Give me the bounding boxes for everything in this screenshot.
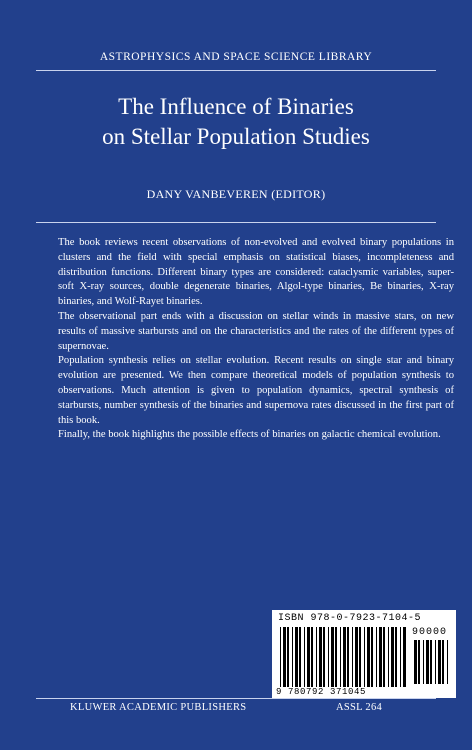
barcode-bar	[423, 640, 424, 684]
barcode-bar	[400, 627, 401, 687]
barcode-bar	[328, 627, 329, 687]
barcode-bar	[359, 627, 361, 687]
barcode-bar	[403, 627, 406, 687]
barcode-bar	[295, 627, 298, 687]
barcode-bar	[299, 627, 301, 687]
barcode-bar	[316, 627, 317, 687]
barcode-bar	[331, 627, 334, 687]
rule-bottom	[36, 698, 436, 699]
barcode-bar	[347, 627, 349, 687]
barcode-bar	[395, 627, 397, 687]
barcode-bar	[352, 627, 353, 687]
publisher-name: KLUWER ACADEMIC PUBLISHERS	[70, 702, 247, 713]
title-line-2: on Stellar Population Studies	[102, 124, 370, 149]
barcode-bar	[379, 627, 382, 687]
barcode-bar	[364, 627, 365, 687]
book-title	[0, 92, 472, 152]
barcode-bar	[391, 627, 394, 687]
barcode-bar	[335, 627, 337, 687]
series-title: ASTROPHYSICS AND SPACE SCIENCE LIBRARY	[99, 51, 373, 63]
barcode-bar	[438, 640, 441, 684]
isbn-label: ISBN 978-0-7923-7104-5	[278, 613, 422, 624]
barcode-bar	[319, 627, 322, 687]
abstract-paragraph: The book reviews recent observations of non-evolved and evolved binary populations in clusters and the field with special emphasis on statistical biases, incompleteness and distribution functions. Different binary types are considered: cataclysmic variables, super-soft X-ray sources, double degenerate binaries, Algol-type binaries, Be binaries, X-ray binaries, and Wolf-Rayet binaries.	[58, 237, 454, 308]
series-number: ASSL 264	[336, 702, 383, 713]
barcode	[272, 610, 456, 698]
addon-barcode-bars	[414, 640, 450, 684]
barcode-digits: 9 780792 371045	[276, 687, 367, 697]
barcode-bar	[280, 627, 281, 687]
barcode-bar	[323, 627, 325, 687]
barcode-bar	[447, 640, 448, 684]
barcode-bar	[388, 627, 389, 687]
abstract	[58, 236, 454, 443]
barcode-bar	[304, 627, 305, 687]
barcode-bar	[414, 640, 417, 684]
title-line-1: The Influence of Binaries	[118, 94, 354, 119]
barcode-bar	[311, 627, 313, 687]
barcode-bar	[355, 627, 358, 687]
abstract-paragraph: The observational part ends with a discussion on stellar winds in massive stars, on new results of massive starbursts and on the characteristics and the rates of the different types of supernovae.	[58, 310, 454, 352]
abstract-paragraph: Population synthesis relies on stellar evolution. Recent results on single star and binary evolution are presented. We then compare theoretical models of population synthesis to observations. Much attention is given to population dynamics, spectral synthesis of starbursts, number synthesis of the binaries and supernova rates discussed in the first part of this book.	[58, 355, 454, 426]
rule-middle	[36, 222, 436, 223]
barcode-bar	[287, 627, 289, 687]
barcode-bar	[418, 640, 420, 684]
barcode-bar	[383, 627, 385, 687]
barcode-bars	[280, 627, 406, 687]
barcode-bar	[371, 627, 373, 687]
abstract-paragraph: Finally, the book highlights the possible effects of binaries on galactic chemical evolution.	[58, 429, 441, 441]
editor-name: DANY VANBEVEREN (EDITOR)	[146, 187, 326, 201]
barcode-bar	[307, 627, 310, 687]
barcode-bar	[442, 640, 444, 684]
barcode-bar	[426, 640, 429, 684]
barcode-bar	[367, 627, 370, 687]
addon-digits: 90000	[412, 627, 448, 638]
rule-top	[36, 70, 436, 71]
barcode-bar	[435, 640, 436, 684]
barcode-bar	[283, 627, 286, 687]
barcode-bar	[340, 627, 341, 687]
barcode-bar	[376, 627, 377, 687]
barcode-bar	[343, 627, 346, 687]
barcode-bar	[430, 640, 432, 684]
barcode-bar	[292, 627, 293, 687]
